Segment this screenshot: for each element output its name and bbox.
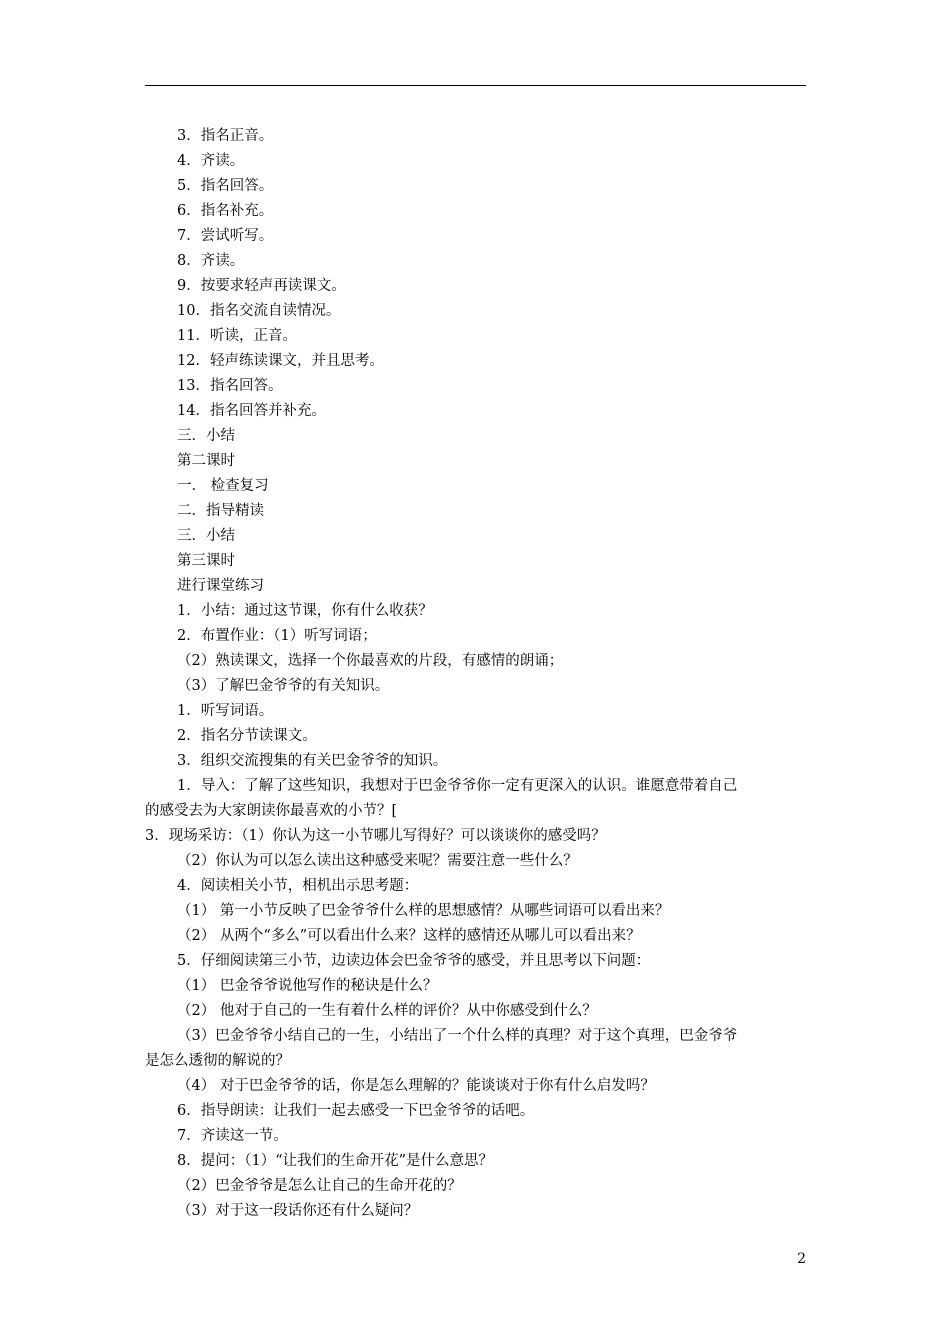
- text-line: 的感受去为大家朗读你最喜欢的小节？[: [145, 803, 398, 819]
- text-line: （3）对于这一段话你还有什么疑问？: [177, 1203, 419, 1219]
- text-line: （3）巴金爷爷小结自己的一生，小结出了一个什么样的真理？对于这个真理，巴金爷爷: [177, 1028, 738, 1044]
- section-heading: 三．小结: [177, 528, 235, 544]
- header-rule: [145, 85, 806, 86]
- text-line: 1．小结：通过这节课，你有什么收获？: [177, 603, 433, 619]
- text-line: 是怎么透彻的解说的？: [145, 1053, 290, 1069]
- text-line: （2）巴金爷爷是怎么让自己的生命开花的？: [177, 1178, 462, 1194]
- section-heading: 第二课时: [177, 453, 235, 469]
- text-line: （2）熟读课文，选择一个你最喜欢的片段，有感情的朗诵；: [177, 653, 564, 669]
- text-line: 6．指导朗读：让我们一起去感受一下巴金爷爷的话吧。: [177, 1103, 535, 1119]
- text-line: 3．组织交流搜集的有关巴金爷爷的知识。: [177, 753, 448, 769]
- text-line: （2） 从两个“多么”可以看出什么来？这样的感情还从哪儿可以看出来？: [177, 928, 641, 944]
- section-heading: 二．指导精读: [177, 503, 264, 519]
- text-line: （1） 巴金爷爷说他写作的秘诀是什么？: [177, 978, 438, 994]
- text-line: 4．阅读相关小节，相机出示思考题：: [177, 878, 419, 894]
- text-line: 8．齐读。: [177, 253, 245, 269]
- text-line: （3）了解巴金爷爷的有关知识。: [177, 678, 390, 694]
- text-line: （2）你认为可以怎么读出这种感受来呢？需要注意一些什么？: [177, 853, 578, 869]
- text-line: 3．指名正音。: [177, 128, 274, 144]
- text-line: 11．听读，正音。: [177, 328, 297, 344]
- text-line: 6．指名补充。: [177, 203, 274, 219]
- text-line: 1．听写词语。: [177, 703, 274, 719]
- text-line: 5．指名回答。: [177, 178, 274, 194]
- text-line: 7．尝试听写。: [177, 228, 274, 244]
- text-line: 9．按要求轻声再读课文。: [177, 278, 346, 294]
- text-line: 2．布置作业：（1）听写词语；: [177, 628, 377, 644]
- section-heading: 第三课时: [177, 553, 235, 569]
- page-number: 2: [797, 1251, 806, 1267]
- section-heading: 一． 检查复习: [177, 478, 269, 494]
- text-line: （1） 第一小节反映了巴金爷爷什么样的思想感情？从哪些词语可以看出来？: [177, 903, 670, 919]
- text-line: 1．导入：了解了这些知识，我想对于巴金爷爷你一定有更深入的认识。谁愿意带着自己: [177, 778, 738, 794]
- text-line: 13．指名回答。: [177, 378, 283, 394]
- text-line: 10．指名交流自读情况。: [177, 303, 341, 319]
- section-heading: 三．小结: [177, 428, 235, 444]
- text-line: 进行课堂练习: [177, 578, 264, 594]
- text-line: 3．现场采访：（1）你认为这一小节哪儿写得好？可以谈谈你的感受吗？: [145, 828, 606, 844]
- text-line: 4．齐读。: [177, 153, 245, 169]
- text-line: 2．指名分节读课文。: [177, 728, 317, 744]
- text-line: （2） 他对于自己的一生有着什么样的评价？从中你感受到什么？: [177, 1003, 597, 1019]
- text-line: 8．提问：（1）“让我们的生命开花”是什么意思？: [177, 1153, 494, 1169]
- text-line: 12．轻声练读课文，并且思考。: [177, 353, 384, 369]
- text-line: （4） 对于巴金爷爷的话，你是怎么理解的？能谈谈对于你有什么启发吗？: [177, 1078, 655, 1094]
- text-line: 5．仔细阅读第三小节，边读边体会巴金爷爷的感受，并且思考以下问题：: [177, 953, 651, 969]
- text-line: 7．齐读这一节。: [177, 1128, 288, 1144]
- text-line: 14．指名回答并补充。: [177, 403, 326, 419]
